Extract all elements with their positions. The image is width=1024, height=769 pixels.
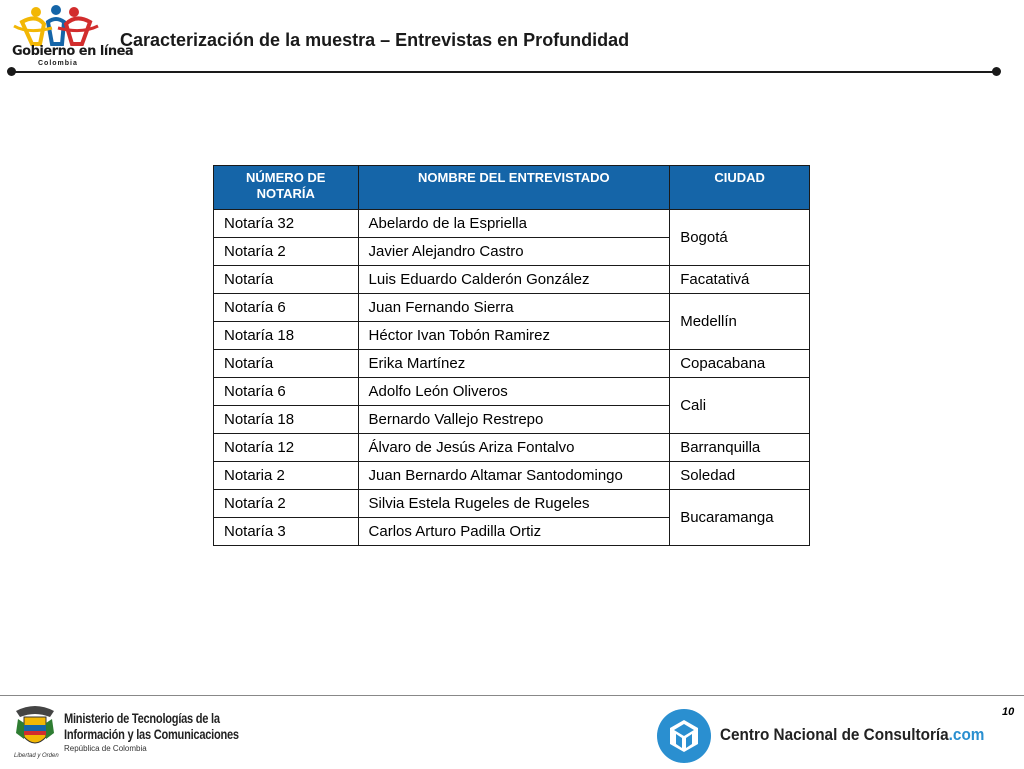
cell-notaria: Notaría 2 [214, 238, 359, 266]
cell-ciudad: Bucaramanga [670, 490, 810, 546]
people-figures-icon [8, 4, 104, 46]
table-row [214, 462, 810, 490]
table-row [214, 434, 810, 462]
header-ciudad: CIUDAD [670, 166, 810, 210]
consultora-name-suffix: .com [948, 725, 985, 744]
page-number: 10 [1002, 706, 1015, 718]
gobierno-en-linea-logo [8, 4, 134, 70]
ministry-name-line2: Información y las Comunicaciones [64, 727, 239, 742]
cell-ciudad: Copacabana [670, 350, 810, 378]
ministry-name-line1: Ministerio de Tecnologías de la [64, 711, 220, 726]
consultora-cube-icon [656, 708, 712, 764]
cell-notaria: Notaría 18 [214, 406, 359, 434]
table-row [214, 210, 810, 238]
header-nombre-entrevistado: NOMBRE DEL ENTREVISTADO [358, 166, 670, 210]
cell-notaria: Notaría 32 [214, 210, 359, 238]
cell-notaria: Notaría 6 [214, 294, 359, 322]
cell-nombre: Juan Bernardo Altamar Santodomingo [358, 462, 670, 490]
interviewees-table [213, 165, 810, 546]
cell-notaria: Notaría 12 [214, 434, 359, 462]
cell-notaria: Notaría [214, 266, 359, 294]
cell-nombre: Héctor Ivan Tobón Ramirez [358, 322, 670, 350]
cell-ciudad: Soledad [670, 462, 810, 490]
coat-of-arms-icon [12, 703, 58, 753]
cell-nombre: Carlos Arturo Padilla Ortiz [358, 518, 670, 546]
consultora-name [720, 725, 984, 745]
table-row [214, 350, 810, 378]
ministry-country: República de Colombia [64, 744, 147, 753]
header-divider [11, 71, 996, 73]
cell-notaria: Notaría 6 [214, 378, 359, 406]
table-row [214, 490, 810, 518]
cell-ciudad: Bogotá [670, 210, 810, 266]
table-header-row [214, 166, 810, 210]
cell-nombre: Javier Alejandro Castro [358, 238, 670, 266]
cell-ciudad: Cali [670, 378, 810, 434]
brand-name: Gobierno en línea [12, 44, 134, 59]
cell-nombre: Juan Fernando Sierra [358, 294, 670, 322]
brand-country: Colombia [38, 60, 78, 67]
ministry-motto: Libertad y Orden [14, 753, 59, 759]
cell-notaria: Notaría 3 [214, 518, 359, 546]
cell-nombre: Luis Eduardo Calderón González [358, 266, 670, 294]
cell-nombre: Silvia Estela Rugeles de Rugeles [358, 490, 670, 518]
cell-nombre: Adolfo León Oliveros [358, 378, 670, 406]
table-row [214, 378, 810, 406]
footer-divider [0, 695, 1024, 696]
rule-endpoint-right [992, 67, 1001, 76]
header-numero-notaria: NÚMERO DE NOTARÍA [214, 166, 359, 210]
cell-notaria: Notaría [214, 350, 359, 378]
cell-ciudad: Facatativá [670, 266, 810, 294]
page-title: Caracterización de la muestra – Entrevistas en Profundidad [120, 30, 630, 50]
table-row [214, 294, 810, 322]
cell-nombre: Erika Martínez [358, 350, 670, 378]
cell-notaria: Notaría 18 [214, 322, 359, 350]
ministry-logo [12, 703, 239, 765]
table-row [214, 266, 810, 294]
consultora-name-main: Centro Nacional de Consultoría [720, 725, 949, 744]
cell-ciudad: Barranquilla [670, 434, 810, 462]
consultora-logo [656, 708, 985, 764]
cell-nombre: Álvaro de Jesús Ariza Fontalvo [358, 434, 670, 462]
cell-nombre: Bernardo Vallejo Restrepo [358, 406, 670, 434]
cell-ciudad: Medellín [670, 294, 810, 350]
cell-notaria: Notaria 2 [214, 462, 359, 490]
cell-nombre: Abelardo de la Espriella [358, 210, 670, 238]
cell-notaria: Notaría 2 [214, 490, 359, 518]
